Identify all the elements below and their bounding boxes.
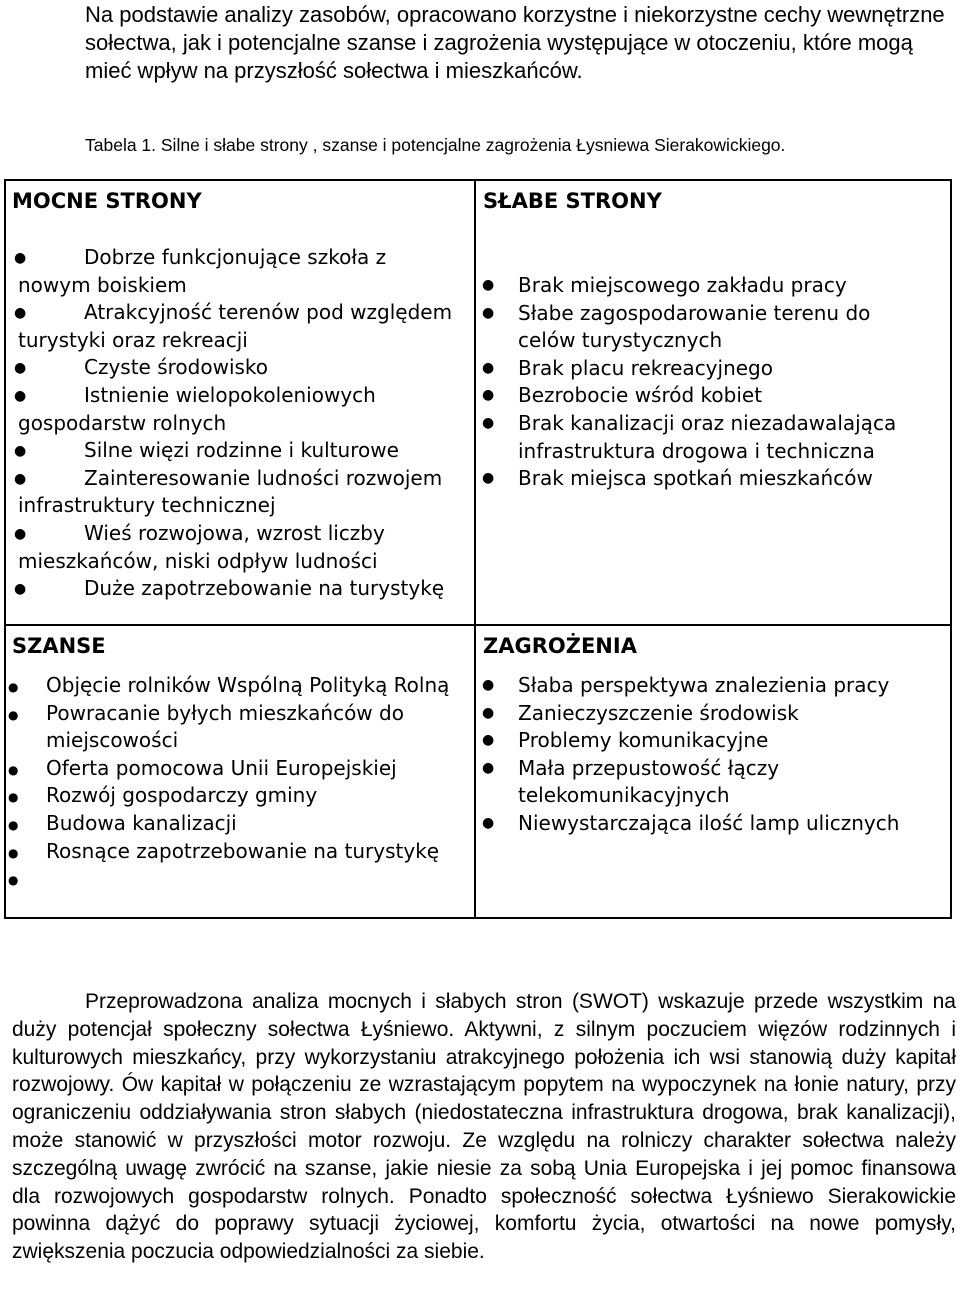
bullet-icon: ● — [8, 762, 19, 777]
opportunity-item — [8, 810, 468, 838]
weakness-item — [476, 382, 916, 410]
bullet-icon: ● — [482, 470, 495, 487]
strength-item-label: Dobrze funkcjonujące szkoła z — [84, 245, 387, 269]
opportunity-item — [8, 700, 468, 755]
bullet-icon: ● — [482, 304, 495, 321]
strength-item — [14, 244, 464, 299]
strength-item-continuation: gospodarstw rolnych — [18, 410, 227, 435]
bullet-icon: ● — [8, 845, 19, 860]
strength-item-label: Istnienie wielopokoleniowych — [84, 382, 376, 407]
strength-item-label: Duże zapotrzebowanie na turystykę — [84, 576, 445, 601]
weakness-item-label: Brak placu rekreacyjnego — [518, 355, 773, 380]
opportunity-item-label: Rosnące zapotrzebowanie na turystykę — [46, 838, 440, 863]
strength-item-continuation: mieszkańców, niski odpływ ludności — [18, 548, 378, 573]
threat-item-label: Niewystarczająca ilość lamp ulicznych — [518, 810, 900, 835]
strength-item-first-line — [14, 575, 464, 603]
strength-item-continuation: infrastruktury technicznej — [18, 493, 276, 518]
weakness-item — [476, 465, 916, 493]
table-border-top — [4, 179, 952, 181]
opportunity-item-label: Budowa kanalizacji — [46, 810, 237, 835]
opportunity-item-label: Objęcie rolników Wspólną Polityką Rolną — [46, 673, 450, 697]
threat-item — [476, 700, 916, 728]
strength-item — [14, 299, 464, 354]
bullet-icon: ● — [8, 873, 19, 888]
strength-item-first-line — [14, 354, 464, 382]
bullet-icon: ● — [14, 387, 27, 404]
opportunity-item — [8, 865, 468, 893]
strength-item-first-line — [14, 382, 464, 410]
threat-item-label: Problemy komunikacyjne — [518, 728, 769, 753]
table-border-left — [4, 179, 6, 919]
bullet-icon: ● — [14, 525, 27, 542]
opportunity-item — [8, 782, 468, 810]
weakness-item-label: Bezrobocie wśród kobiet — [518, 383, 763, 408]
bullet-icon: ● — [14, 360, 27, 377]
threat-item-label: Mała przepustowość łączy telekomunikacyjnych — [518, 755, 780, 808]
threats-heading: ZAGROŻENIA — [483, 634, 637, 658]
strength-item-first-line — [14, 520, 464, 548]
bullet-icon: ● — [482, 414, 495, 431]
weakness-item-label: Słabe zagospodarowanie terenu do celów turystycznych — [518, 300, 871, 353]
table-border-middle — [4, 624, 952, 626]
bullet-icon: ● — [14, 305, 27, 322]
table-border-right — [950, 179, 952, 919]
strength-item — [14, 520, 464, 575]
strength-item-label: Atrakcyjność terenów pod względem — [84, 300, 453, 325]
bullet-icon: ● — [14, 581, 27, 598]
opportunities-heading: SZANSE — [12, 634, 106, 658]
bullet-icon: ● — [482, 814, 495, 831]
conclusion-paragraph — [12, 988, 956, 1266]
bullet-icon: ● — [8, 790, 19, 805]
bullet-icon: ● — [482, 277, 495, 293]
threat-item — [476, 755, 916, 810]
strengths-heading: MOCNE STRONY — [12, 189, 202, 213]
weakness-item — [476, 355, 916, 383]
bullet-icon: ● — [8, 817, 19, 832]
bullet-icon: ● — [482, 704, 495, 721]
table-caption: Tabela 1. Silne i słabe strony , szanse i potencjalne zagrożenia Łysniewa Sierakowickiego. — [85, 135, 786, 155]
strength-item-first-line — [14, 299, 464, 327]
strength-item-label: Wieś rozwojowa, wzrost liczby — [84, 520, 385, 545]
intro-paragraph: Na podstawie analizy zasobów, opracowano korzystne i niekorzystne cechy wewnętrzne sołectwa, jak i potencjalne szanse i zagrożenia występujące w otoczeniu, które mogą mieć wpływ na przyszłość sołectwa i mieszkańców. — [85, 2, 945, 83]
opportunity-item-label: Oferta pomocowa Unii Europejskiej — [46, 755, 397, 780]
strength-item-first-line — [14, 244, 464, 272]
strength-item — [14, 382, 464, 437]
strength-item-first-line — [14, 437, 464, 465]
strength-item-label: Czyste środowisko — [84, 355, 269, 380]
weakness-item — [476, 410, 916, 465]
strength-item-label: Silne więzi rodzinne i kulturowe — [84, 438, 399, 463]
strength-item — [14, 465, 464, 520]
strength-item-continuation: nowym boiskiem — [18, 272, 187, 297]
strength-item-continuation: turystyki oraz rekreacji — [18, 327, 248, 352]
opportunities-list — [8, 672, 468, 893]
threats-list — [476, 672, 916, 838]
strengths-list — [14, 244, 464, 603]
bullet-icon: ● — [482, 732, 495, 749]
weakness-item — [476, 300, 916, 355]
strength-item-first-line — [14, 465, 464, 493]
opportunity-item — [8, 838, 468, 866]
table-border-bottom — [4, 917, 952, 919]
strength-item — [14, 437, 464, 465]
opportunity-item — [8, 755, 468, 783]
bullet-icon: ● — [14, 470, 27, 487]
threat-item — [476, 672, 916, 700]
opportunity-item-label: Powracanie byłych mieszkańców do miejscowości — [46, 700, 404, 753]
bullet-icon: ● — [482, 677, 495, 693]
threat-item-label: Zanieczyszczenie środowisk — [518, 700, 799, 725]
threat-item — [476, 727, 916, 755]
opportunity-item — [8, 672, 468, 700]
bullet-icon: ● — [14, 250, 27, 266]
weakness-item-label: Brak miejsca spotkań mieszkańców — [518, 466, 873, 491]
bullet-icon: ● — [14, 443, 27, 460]
bullet-icon: ● — [8, 680, 19, 694]
threat-item-label: Słaba perspektywa znalezienia pracy — [518, 673, 890, 697]
opportunity-item-label: Rozwój gospodarczy gminy — [46, 783, 318, 808]
weaknesses-heading: SŁABE STRONY — [483, 189, 662, 213]
weakness-item-label: Brak kanalizacji oraz niezadawalająca infrastruktura drogowa i techniczna — [518, 410, 897, 463]
weakness-item-label: Brak miejscowego zakładu pracy — [518, 273, 847, 297]
conclusion-text: Przeprowadzona analiza mocnych i słabych stron (SWOT) wskazuje przede wszystkim na duży potencjał społeczny sołectwa Łyśniewo. Aktywni, z silnym poczuciem więzów rodzinnych i kulturowych mieszkańcy, przy wykorzystaniu atrakcyjnego położenia ich wsi stanowią duży kapitał rozwojowy. Ów kapitał w połączeniu ze wzrastającym popytem na wypoczynek na łonie natury, przy ograniczeniu oddziaływania stron słabych (niedostateczna infrastruktura drogowa, brak kanalizacji), może stanowić w przyszłości motor rozwoju. Ze względu na rolniczy charakter sołectwa należy szczególną uwagę zwrócić na szanse, jakie niesie za sobą Unia Europejska i jej pomoc finansowa dla rozwojowych gospodarstw rolnych. Ponadto społeczność sołectwa Łyśniewo Sierakowickie powinna dążyć do poprawy sytuacji życiowej, komfortu życia, otwartości na nowe pomysły, zwiększenia poczucia odpowiedzialności za siebie. — [12, 990, 956, 1264]
strength-item — [14, 575, 464, 603]
weaknesses-list — [476, 272, 916, 493]
threat-item — [476, 810, 916, 838]
bullet-icon: ● — [8, 707, 19, 722]
weakness-item — [476, 272, 916, 300]
strength-item-label: Zainteresowanie ludności rozwojem — [84, 465, 443, 490]
bullet-icon: ● — [482, 759, 495, 776]
strength-item — [14, 354, 464, 382]
bullet-icon: ● — [482, 387, 495, 404]
bullet-icon: ● — [482, 359, 495, 376]
